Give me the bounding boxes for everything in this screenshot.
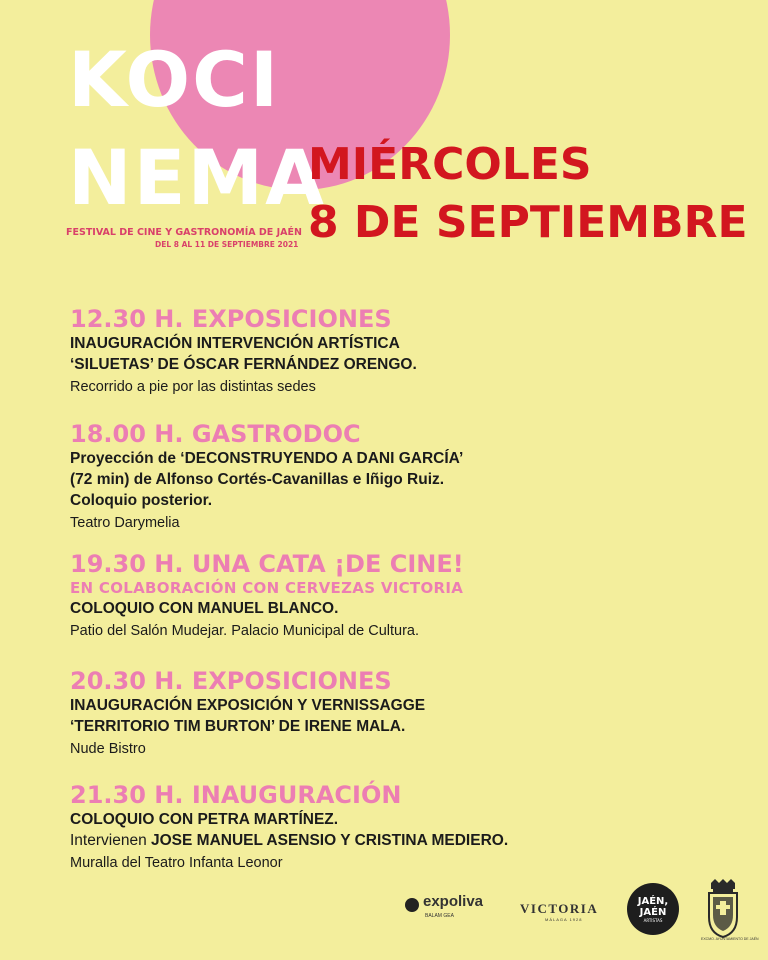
event-location: Patio del Salón Mudejar. Palacio Municipal de Cultura. [70, 623, 420, 639]
date-day: 8 DE SEPTIEMBRE [308, 197, 748, 248]
event-3 [70, 550, 730, 642]
event-location: Teatro Darymelia [70, 515, 180, 531]
event-title-line: INAUGURACIÓN INTERVENCIÓN ARTÍSTICA [70, 335, 400, 352]
event-heading: 18.00 H. GASTRODOC [70, 420, 361, 448]
sponsor-logos [405, 875, 759, 945]
event-title-names: JOSE MANUEL ASENSIO Y CRISTINA MEDIERO. [151, 832, 509, 849]
victoria-subtitle: MÁLAGA 1928 [545, 917, 583, 922]
expoliva-logo: expoliva [423, 893, 484, 910]
event-2 [70, 420, 730, 534]
event-title-line [70, 830, 730, 851]
logo-line-1: KOCI [68, 35, 281, 124]
event-heading: 20.30 H. EXPOSICIONES [70, 667, 392, 695]
jaen-jaen-logo [627, 883, 679, 935]
event-title-line: INAUGURACIÓN EXPOSICIÓN Y VERNISSAGGE [70, 697, 426, 714]
expoliva-partners: BALAM GEA [425, 913, 454, 919]
event-5 [70, 781, 730, 874]
expoliva-icon [405, 898, 419, 912]
jaen-logo-line2: JAÉN [639, 906, 667, 918]
event-title-line: COLOQUIO CON MANUEL BLANCO. [70, 600, 339, 617]
event-title-prefix: Intervienen [70, 832, 151, 849]
jaen-logo-line1: JAÉN, [637, 895, 669, 907]
event-location: Nude Bistro [70, 741, 146, 757]
logo-subtitle: FESTIVAL DE CINE Y GASTRONOMÍA DE JAÉN [66, 227, 302, 238]
city-crest-icon [703, 879, 743, 941]
logo-dates: DEL 8 AL 11 DE SEPTIEMBRE 2021 [155, 240, 299, 249]
event-4 [70, 667, 730, 760]
event-title-line: Proyección de ‘DECONSTRUYENDO A DANI GARCÍA’ [70, 450, 464, 467]
event-heading: 19.30 H. UNA CATA ¡DE CINE! [70, 550, 464, 578]
event-location: Recorrido a pie por las distintas sedes [70, 379, 316, 395]
event-subheading: EN COLABORACIÓN CON CERVEZAS VICTORIA [70, 579, 464, 597]
event-location: Muralla del Teatro Infanta Leonor [70, 855, 283, 871]
logo-line-2: NEMA [68, 133, 326, 222]
event-title-line: ‘SILUETAS’ DE ÓSCAR FERNÁNDEZ ORENGO. [70, 356, 417, 373]
event-1 [70, 305, 730, 398]
jaen-logo-small: ARTISTAS [643, 917, 663, 923]
event-title-line: ‘TERRITORIO TIM BURTON’ DE IRENE MALA. [70, 718, 406, 735]
event-title-line: COLOQUIO CON PETRA MARTÍNEZ. [70, 811, 339, 828]
event-heading: 21.30 H. INAUGURACIÓN [70, 781, 402, 809]
victoria-logo: VICTORIA [520, 901, 599, 916]
date-weekday: MIÉRCOLES [308, 139, 592, 190]
event-heading: 12.30 H. EXPOSICIONES [70, 305, 392, 333]
event-title-line: (72 min) de Alfonso Cortés-Cavanillas e Iñigo Ruiz. [70, 471, 445, 488]
crest-caption: EXCMO. AYUNTAMIENTO DE JAÉN [701, 937, 759, 941]
event-title-line: Coloquio posterior. [70, 492, 213, 509]
